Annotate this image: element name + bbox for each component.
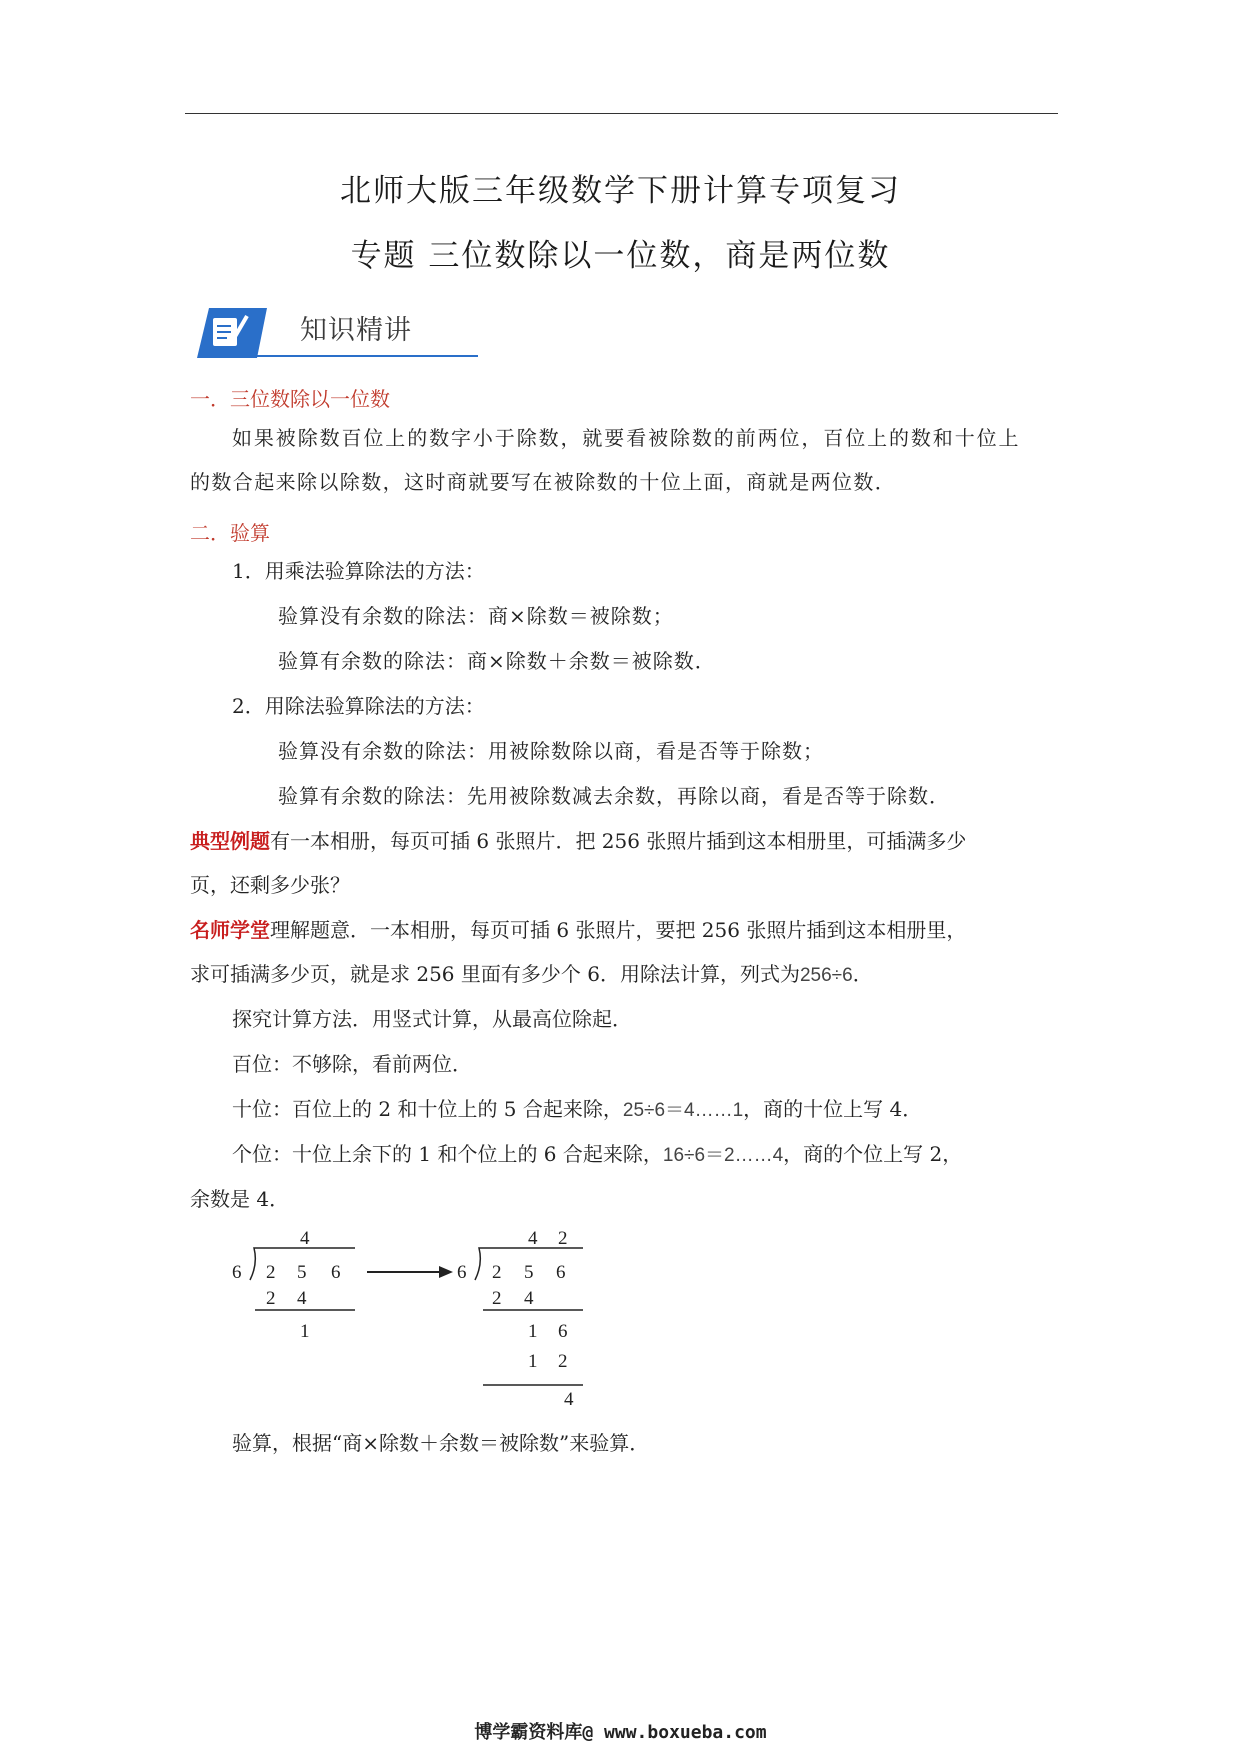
- product-digit: 2: [558, 1351, 568, 1372]
- long-division-1: [230, 1228, 370, 1358]
- remainder-digit: 4: [564, 1389, 574, 1410]
- divisor: 6: [232, 1262, 242, 1283]
- para-line: 如果被除数百位上的数字小于除数，就要看被除数的前两位，百位上的数和十位上: [232, 426, 1021, 450]
- inline-equation: 16÷6＝2……4: [662, 1145, 784, 1166]
- inline-equation: 25÷6＝4……1: [622, 1100, 744, 1121]
- partial-digit: 1: [528, 1321, 538, 1342]
- dividend-digit: 6: [331, 1262, 341, 1283]
- example-line: [190, 831, 966, 851]
- ones-text: ，商的个位上写 2，: [783, 1142, 963, 1166]
- quotient-digit: 2: [558, 1228, 568, 1249]
- ones-line-2: 余数是 4．: [190, 1187, 290, 1211]
- product-digit: 4: [524, 1288, 534, 1309]
- section-banner: [195, 300, 480, 360]
- division-bracket: [455, 1228, 595, 1418]
- teacher-label: 名师学堂: [190, 918, 270, 942]
- example-label: 典型例题: [190, 829, 270, 853]
- right-arrow-icon: [365, 1262, 455, 1282]
- ones-text: 个位：十位上余下的 1 和个位上的 6 合起来除，: [232, 1142, 663, 1166]
- quotient-digit: 4: [528, 1228, 538, 1249]
- divisor: 6: [457, 1262, 467, 1283]
- top-rule: [185, 113, 1058, 114]
- dividend-digit: 2: [492, 1262, 502, 1283]
- section-heading-1: 一．三位数除以一位数: [190, 387, 390, 411]
- inline-equation: 256÷6: [799, 965, 853, 986]
- example-line-2: 页，还剩多少张？: [190, 873, 350, 897]
- teacher-text: 求可插满多少页，就是求 256 里面有多少个 6．用除法计算，列式为: [190, 962, 800, 986]
- quotient-digit: 4: [300, 1228, 310, 1249]
- hundreds-line: 百位：不够除，看前两位．: [232, 1052, 472, 1076]
- method-item: 验算有余数的除法：商×除数＋余数＝被除数．: [278, 649, 716, 673]
- tens-line: [232, 1099, 922, 1120]
- method-item: 验算有余数的除法：先用被除数减去余数，再除以商，看是否等于除数．: [278, 784, 950, 808]
- check-line: 验算，根据“商×除数＋余数＝被除数”来验算．: [232, 1431, 650, 1455]
- product-digit: 2: [266, 1288, 276, 1309]
- teacher-line-2: [190, 964, 873, 985]
- tens-text: ，商的十位上写 4．: [743, 1097, 923, 1121]
- page-subtitle: 专题 三位数除以一位数，商是两位数: [350, 238, 891, 274]
- teacher-text: 理解题意．一本相册，每页可插 6 张照片，要把 256 张照片插到这本相册里，: [270, 918, 967, 942]
- method-item: 验算没有余数的除法：用被除数除以商，看是否等于除数；: [278, 739, 824, 763]
- section-heading-2: 二．验算: [190, 521, 270, 545]
- tens-text: 十位：百位上的 2 和十位上的 5 合起来除，: [232, 1097, 623, 1121]
- remainder-digit: 1: [300, 1321, 310, 1342]
- long-division-2: [455, 1228, 595, 1418]
- dividend-digit: 6: [556, 1262, 566, 1283]
- page-title: 北师大版三年级数学下册计算专项复习: [340, 173, 901, 209]
- teacher-line: [190, 920, 966, 940]
- product-digit: 2: [492, 1288, 502, 1309]
- footer-watermark: 博学霸资料库@ www.boxueba.com: [474, 1722, 767, 1743]
- dividend-digit: 5: [524, 1262, 534, 1283]
- ones-line: [232, 1144, 962, 1165]
- method-item: 验算没有余数的除法：商×除数＝被除数；: [278, 604, 674, 628]
- product-digit: 1: [528, 1351, 538, 1372]
- product-digit: 4: [297, 1288, 307, 1309]
- method-title: 1．用乘法验算除法的方法：: [232, 559, 485, 583]
- method-title: 2．用除法验算除法的方法：: [232, 694, 485, 718]
- dividend-digit: 2: [266, 1262, 276, 1283]
- teacher-text: ．: [852, 962, 873, 986]
- para-line: 的数合起来除以除数，这时商就要写在被除数的十位上面，商就是两位数．: [190, 470, 897, 494]
- example-text: 有一本相册，每页可插 6 张照片．把 256 张照片插到这本相册里，可插满多少: [270, 829, 967, 853]
- partial-digit: 6: [558, 1321, 568, 1342]
- dividend-digit: 5: [297, 1262, 307, 1283]
- explore-line: 探究计算方法．用竖式计算，从最高位除起．: [232, 1007, 632, 1031]
- banner-label: 知识精讲: [300, 315, 412, 346]
